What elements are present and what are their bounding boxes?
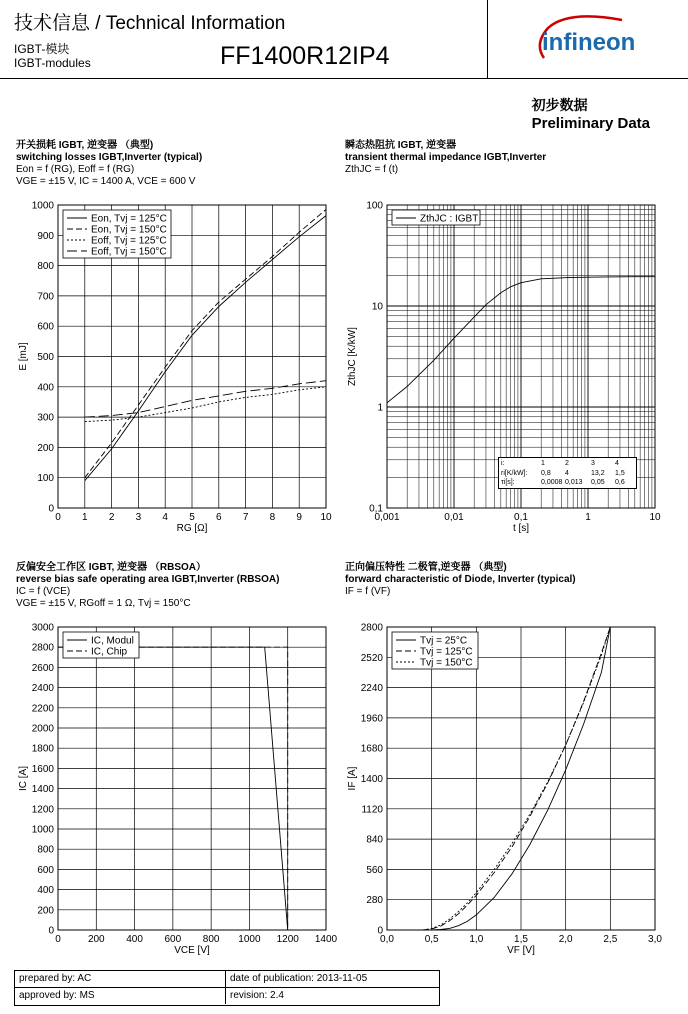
x-tick-label: 800 — [202, 934, 220, 945]
table-cell: 0,8 — [541, 470, 551, 477]
preliminary-zh: 初步数据 — [531, 97, 588, 113]
diode-title-en: forward characteristic of Diode, Inverter (typical) — [345, 574, 576, 585]
table-cell: 4 — [615, 460, 619, 467]
x-tick-label: 0,5 — [424, 934, 439, 945]
table-cell: 1 — [541, 460, 545, 467]
brand-name: infineon — [542, 29, 636, 56]
x-tick-label: 1000 — [238, 934, 261, 945]
thermal-title-en: transient thermal impedance IGBT,Inverter — [345, 152, 547, 163]
publication-date: date of publication: 2013-11-05 — [226, 971, 439, 988]
diode-title-zh: 正向偏压特性 二极管,逆变器 （典型) — [345, 562, 507, 573]
legend-label: Eoff, Tvj = 125°C — [91, 235, 167, 247]
x-tick-label: 2,5 — [603, 934, 618, 945]
x-axis-label: VCE [V] — [174, 945, 210, 956]
y-tick-label: 560 — [366, 864, 383, 876]
thermal-rc-table — [498, 457, 637, 489]
rbsoa-title-zh: 反偏安全工作区 IGBT, 逆变器 （RBSOA） — [16, 562, 207, 573]
thermal-caption — [345, 140, 546, 176]
x-tick-label: 0,0 — [380, 934, 394, 945]
y-axis-label: IF [A] — [347, 766, 358, 791]
table-cell: 4 — [565, 470, 569, 477]
module-type-zh: IGBT-模块 — [14, 42, 70, 56]
y-tick-label: 1800 — [31, 743, 54, 755]
x-tick-label: 9 — [296, 512, 302, 523]
y-tick-label: 2000 — [31, 723, 54, 735]
y-tick-label: 840 — [366, 834, 383, 846]
y-tick-label: 1400 — [360, 774, 383, 785]
preliminary-en: Preliminary Data — [531, 115, 650, 132]
switching-cond2: VGE = ±15 V, IC = 1400 A, VCE = 600 V — [16, 176, 196, 187]
y-tick-label: 1400 — [31, 784, 54, 796]
table-cell: τi[s]: — [501, 479, 515, 486]
y-tick-label: 0,1 — [369, 503, 383, 515]
legend-label: Tvj = 150°C — [420, 657, 473, 669]
x-tick-label: 6 — [216, 512, 222, 523]
thermal-cond1: ZthJC = f (t) — [345, 164, 399, 175]
table-cell: 2 — [565, 460, 569, 467]
legend-label: Eon, Tvj = 125°C — [91, 213, 167, 225]
thermal-table-row-r — [499, 469, 636, 478]
y-tick-label: 1120 — [361, 804, 383, 816]
x-tick-label: 1 — [585, 512, 591, 523]
table-cell: 3 — [591, 460, 595, 467]
y-tick-label: 200 — [37, 442, 54, 454]
y-tick-label: 500 — [37, 352, 54, 363]
y-tick-label: 0 — [48, 925, 54, 937]
y-tick-label: 1680 — [360, 743, 383, 755]
rbsoa-title-en: reverse bias safe operating area IGBT,Inverter (RBSOA) — [16, 574, 280, 585]
y-tick-label: 800 — [37, 844, 54, 856]
y-tick-label: 2800 — [31, 642, 54, 654]
x-tick-label: 1400 — [314, 934, 338, 945]
switching-cond1: Eon = f (RG), Eoff = f (RG) — [16, 164, 135, 175]
thermal-table-row-tau — [499, 478, 636, 487]
y-tick-label: 0 — [377, 925, 383, 937]
switching-title-zh: 开关损耗 IGBT, 逆变器 （典型) — [16, 140, 154, 151]
module-type-en: IGBT-modules — [14, 56, 91, 70]
x-tick-label: 3 — [135, 512, 142, 523]
infineon-logo — [530, 14, 650, 64]
x-tick-label: 0,01 — [444, 512, 464, 523]
thermal-title-zh: 瞬态热阻抗 IGBT, 逆变器 — [345, 140, 457, 151]
x-tick-label: 1200 — [276, 934, 299, 945]
x-tick-label: 3,0 — [648, 934, 662, 945]
y-tick-label: 1200 — [31, 804, 54, 816]
x-tick-label: 600 — [164, 934, 182, 945]
y-tick-label: 200 — [37, 905, 54, 917]
table-cell: i: — [501, 460, 505, 467]
x-tick-label: 2 — [108, 512, 115, 523]
table-cell: 0,05 — [591, 479, 605, 486]
y-tick-label: 1 — [377, 402, 383, 414]
revision: revision: 2.4 — [230, 990, 284, 1001]
switching-title-en: switching losses IGBT,Inverter (typical) — [16, 152, 203, 163]
y-tick-label: 1600 — [31, 763, 54, 775]
x-tick-label: 10 — [320, 512, 332, 523]
header-rule — [0, 78, 688, 79]
footer-table — [14, 970, 440, 1006]
x-tick-label: 0,1 — [514, 512, 528, 523]
y-tick-label: 2240 — [360, 683, 383, 695]
x-tick-label: 5 — [189, 512, 195, 523]
diode-cond1: IF = f (VF) — [345, 586, 391, 597]
x-tick-label: 4 — [162, 512, 168, 523]
x-tick-label: 1 — [82, 512, 88, 523]
legend-label: IC, Chip — [91, 646, 128, 658]
header-divider — [487, 0, 488, 78]
plot-frame — [58, 627, 326, 930]
legend-label: Eon, Tvj = 150°C — [91, 224, 167, 236]
x-tick-label: 1,5 — [514, 934, 528, 945]
x-tick-label: 400 — [126, 934, 143, 945]
y-tick-label: 2400 — [31, 683, 54, 695]
y-axis-label: IC [A] — [18, 765, 29, 792]
x-tick-label: 7 — [242, 512, 249, 523]
x-axis-label: RG [Ω] — [176, 523, 208, 534]
rbsoa-caption — [16, 562, 279, 610]
y-tick-label: 10 — [371, 301, 383, 313]
x-axis-label: t [s] — [512, 523, 530, 534]
x-tick-label: 0 — [55, 512, 61, 523]
table-cell: 13,2 — [591, 470, 605, 477]
x-tick-label: 8 — [269, 512, 276, 523]
switching-caption — [16, 140, 202, 188]
y-tick-label: 3000 — [31, 622, 54, 634]
y-tick-label: 1000 — [31, 824, 54, 836]
table-cell: 1,5 — [615, 470, 625, 477]
x-tick-label: 2,0 — [558, 934, 573, 945]
diode-caption — [345, 562, 576, 598]
rbsoa-cond1: IC = f (VCE) — [16, 586, 71, 597]
legend-label: ZthJC : IGBT — [420, 213, 479, 225]
y-tick-label: 100 — [37, 473, 54, 485]
y-axis-label: ZthJC [K/kW] — [347, 327, 358, 386]
approved-by: approved by: MS — [15, 988, 226, 1004]
diode-forward-chart — [344, 615, 688, 965]
y-tick-label: 900 — [37, 230, 54, 242]
document-title: 技术信息 / Technical Information — [14, 13, 286, 34]
y-tick-label: 100 — [366, 200, 383, 212]
series-line — [85, 381, 326, 417]
x-tick-label: 1,0 — [469, 934, 484, 945]
thermal-table-row-i — [499, 458, 636, 469]
part-number: FF1400R12IP4 — [220, 42, 390, 70]
y-tick-label: 400 — [37, 885, 54, 897]
legend-label: Eoff, Tvj = 150°C — [91, 246, 167, 258]
x-tick-label: 0,001 — [374, 512, 400, 523]
table-cell: 0,6 — [615, 479, 625, 486]
legend-label: Tvj = 25°C — [420, 635, 468, 647]
y-tick-label: 2600 — [31, 662, 54, 674]
rbsoa-cond2: VGE = ±15 V, RGoff = 1 Ω, Tvj = 150°C — [16, 598, 191, 609]
y-tick-label: 600 — [37, 864, 54, 876]
y-tick-label: 1960 — [360, 713, 383, 725]
y-tick-label: 300 — [37, 412, 54, 424]
preliminary-label — [532, 95, 650, 132]
rbsoa-chart — [0, 615, 344, 965]
y-tick-label: 2200 — [31, 703, 54, 715]
y-axis-label: E [mJ] — [18, 342, 29, 371]
x-tick-label: 0 — [55, 934, 61, 945]
y-tick-label: 0 — [48, 503, 54, 515]
legend-label: Tvj = 125°C — [420, 646, 473, 658]
switching-losses-chart — [0, 195, 344, 540]
y-tick-label: 1000 — [31, 200, 54, 212]
x-tick-label: 200 — [87, 934, 105, 945]
prepared-by: prepared by: AC — [15, 971, 226, 988]
x-axis-label: VF [V] — [507, 945, 535, 956]
y-tick-label: 600 — [37, 321, 54, 333]
y-tick-label: 2520 — [360, 652, 383, 664]
y-tick-label: 400 — [37, 382, 54, 394]
table-cell: 0,0008 — [541, 479, 563, 486]
y-tick-label: 800 — [37, 261, 54, 273]
table-cell: ri[K/kW]: — [501, 470, 528, 477]
y-tick-label: 280 — [366, 895, 383, 907]
table-cell: 0,013 — [565, 479, 583, 486]
y-tick-label: 700 — [37, 291, 54, 303]
series-line — [85, 387, 326, 422]
y-tick-label: 2800 — [360, 622, 383, 634]
legend-label: IC, Modul — [91, 635, 134, 647]
x-tick-label: 10 — [649, 512, 661, 523]
